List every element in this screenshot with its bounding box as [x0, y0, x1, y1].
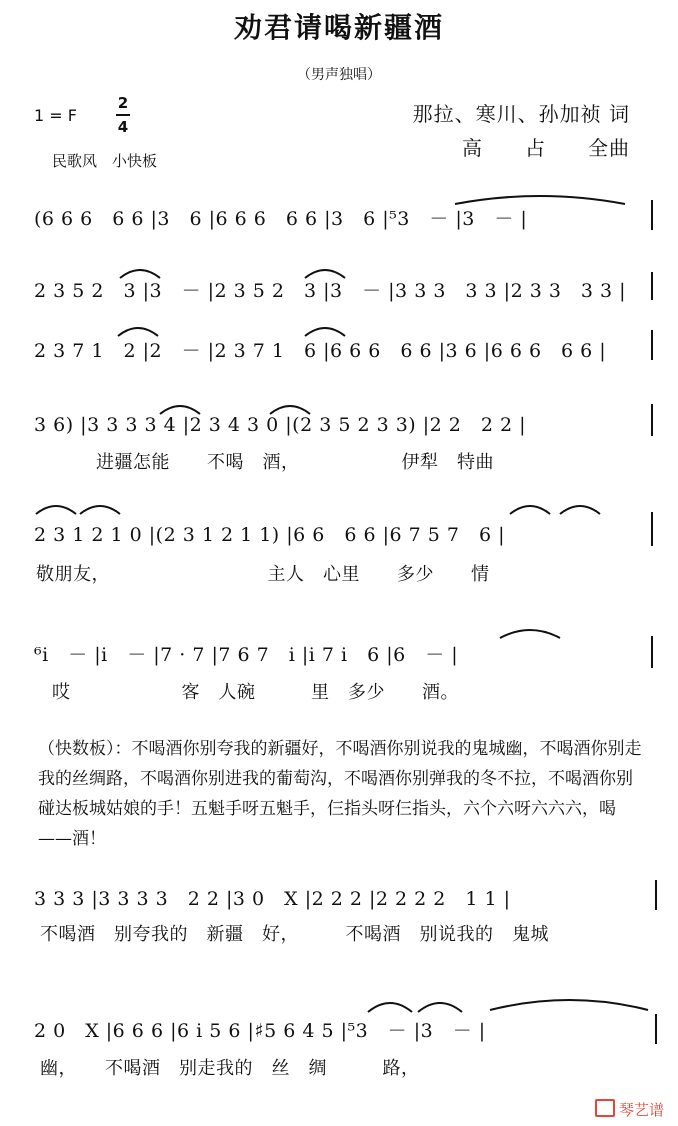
lyrics-row-6: 哎 客 人碗 里 多少 酒。 — [52, 682, 459, 703]
score-row-7: 3 3 3 |3 3 3 3 2 2 |3 0 X |2 2 2 |2 2 2 2 1 1 | — [34, 888, 511, 910]
slur-mark — [118, 328, 158, 336]
slur-mark — [80, 506, 120, 514]
slur-mark — [305, 328, 345, 336]
score-row-4: 3 6) |3 3 3 3 4 |2 3 4 3 0 |(2 3 5 2 3 3) |2 2 2 2 | — [34, 414, 527, 436]
song-subtitle: （男声独唱） — [297, 67, 381, 83]
tempo-marking: 民歌风 小快板 — [52, 152, 158, 170]
slur-mark — [510, 506, 550, 514]
slur-mark — [36, 506, 76, 514]
song-title: 劝君请喝新疆酒 — [233, 11, 444, 44]
slur-mark — [418, 1003, 462, 1012]
music-logo-icon — [595, 1099, 615, 1117]
time-numerator: 2 — [117, 94, 129, 112]
composer-credit: 高 占 全曲 — [462, 136, 630, 160]
score-row-5: 2 3 1 2 1 0 |(2 3 1 2 1 1) |6 6 6 6 |6 7 5 7 6 | — [34, 524, 506, 546]
lyrics-row-8: 幽， 不喝酒 别走我的 丝 绸 路， — [40, 1058, 420, 1079]
slur-mark — [500, 630, 560, 638]
lyrics-row-5: 敬朋友， 主人 心里 多少 情 — [36, 564, 490, 585]
lyrics-row-7: 不喝酒 别夸我的 新疆 好， 不喝酒 别说我的 鬼城 — [40, 924, 549, 945]
key-signature: 1 = F — [34, 106, 77, 125]
score-row-6: ⁶i － |i － |7 · 7 |7 6 7 i |i 7 i 6 |6 － | — [34, 644, 459, 666]
lyricist-credit: 那拉、寒川、孙加祯 词 — [412, 102, 630, 126]
score-row-1: (6 6 6 6 6 |3 6 |6 6 6 6 6 |3 6 |⁵3 － |3 － | — [34, 208, 528, 230]
slur-mark — [368, 1003, 412, 1012]
slur-mark — [455, 196, 625, 204]
lyrics-row-4: 进疆怎能 不喝 酒， 伊犁 特曲 — [96, 452, 494, 473]
score-row-2: 2 3 5 2 3 |3 － |2 3 5 2 3 |3 － |3 3 3 3 3 |2 3 3 3 3 | — [34, 280, 627, 302]
slur-mark — [490, 1000, 648, 1010]
watermark-text: 琴艺谱 — [618, 1101, 664, 1119]
time-denominator: 4 — [117, 118, 129, 136]
slur-mark — [560, 506, 600, 514]
narration-text: （快数板）：不喝酒你别夸我的新疆好，不喝酒你别说我的鬼城幽，不喝酒你别走我的丝绸路，不喝酒你别进我的葡萄沟，不喝酒你别弹我的冬不拉，不喝酒你别碰达板城姑娘的手！五魁手呀五魁手，仨指头呀仨指头，六个六呀六六六，喝——酒！ — [38, 739, 642, 849]
score-row-8: 2 0 X |6 6 6 |6 i 5 6 |♯5 6 4 5 |⁵3 － |3 － | — [34, 1020, 486, 1042]
site-watermark — [595, 1099, 664, 1120]
score-row-3: 2 3 7 1 2 |2 － |2 3 7 1 6 |6 6 6 6 6 |3 6 |6 6 6 6 6 | — [34, 340, 607, 362]
